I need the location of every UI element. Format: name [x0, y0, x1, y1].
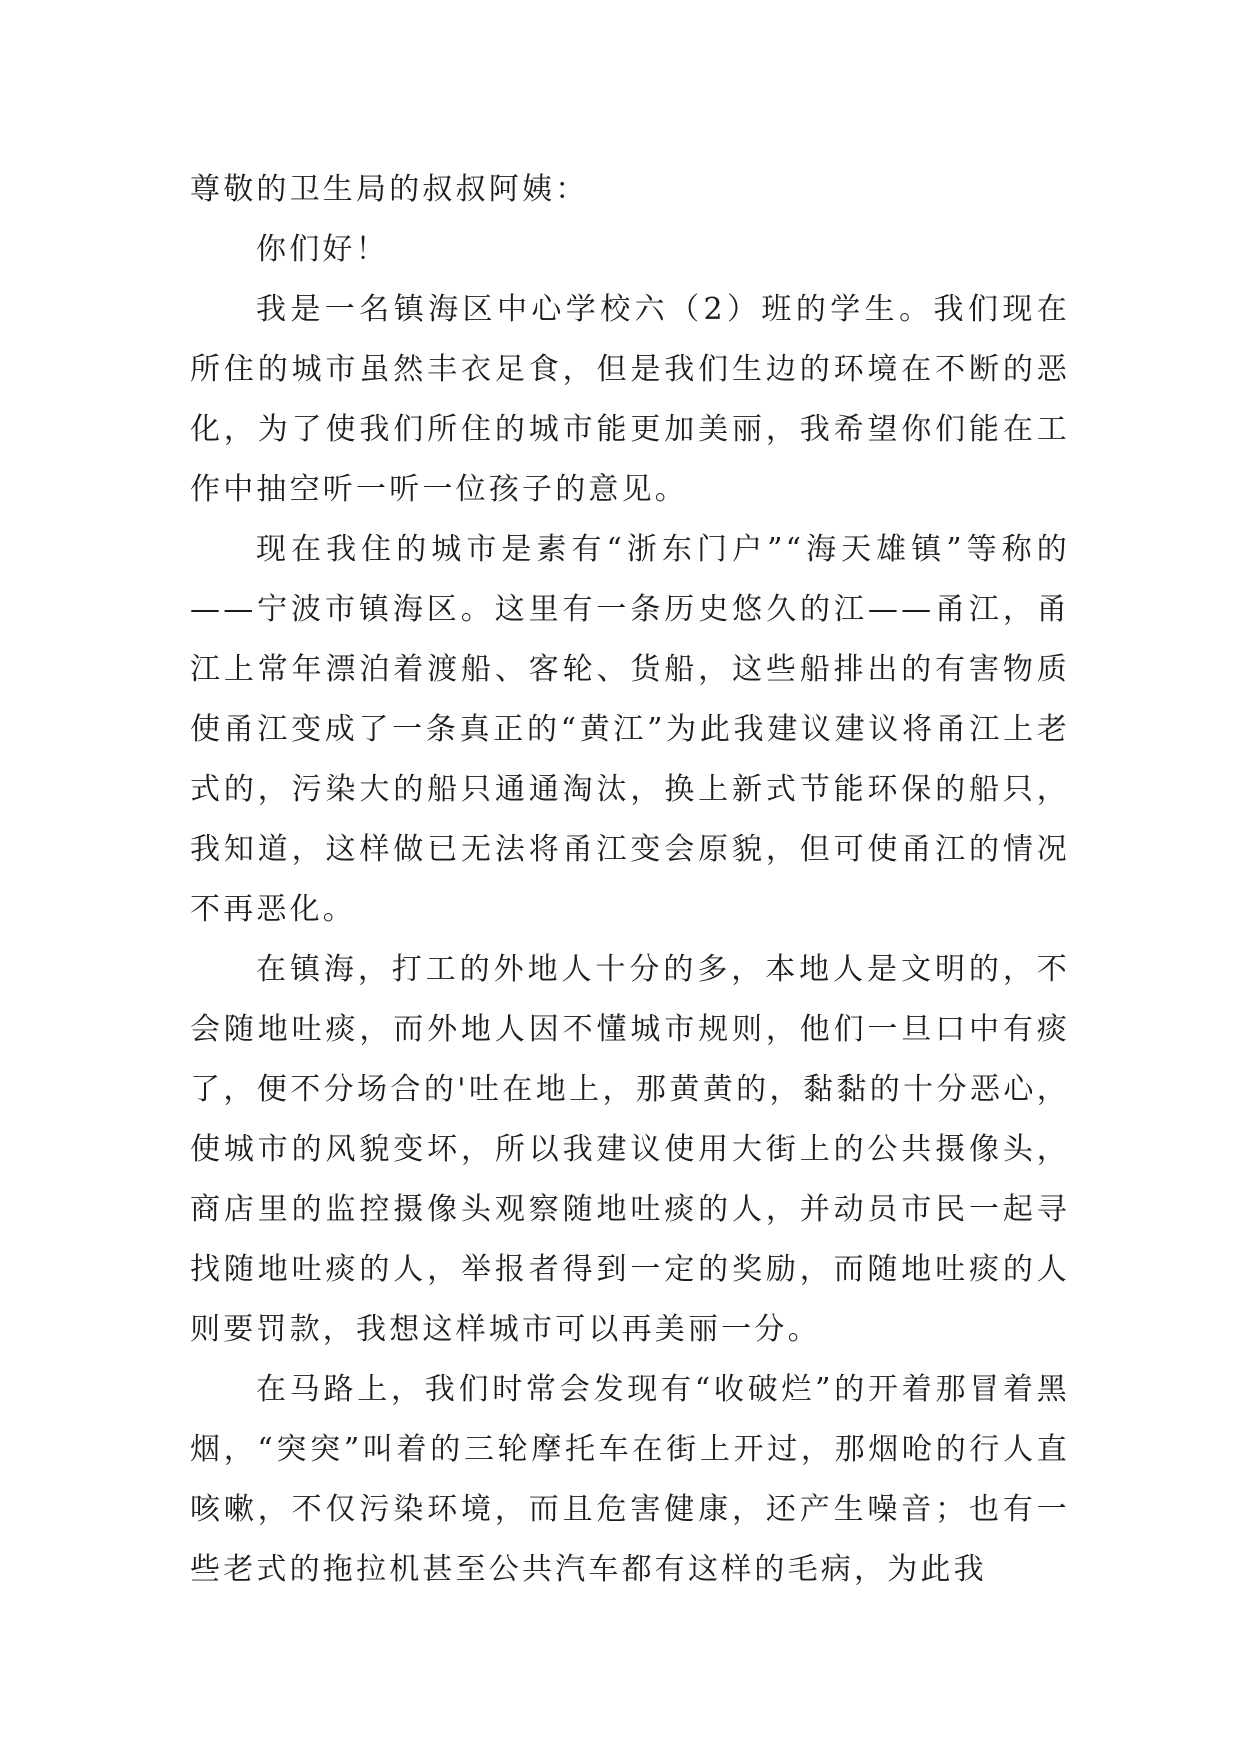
letter-paragraph-intro: 我是一名镇海区中心学校六（2）班的学生。我们现在所住的城市虽然丰衣足食，但是我们生边的环境在不断的恶化，为了使我们所住的城市能更加美丽，我希望你们能在工作中抽空听一听一位孩子的意见。	[190, 292, 1070, 507]
letter-salutation: 尊敬的卫生局的叔叔阿姨：	[190, 172, 589, 207]
letter-paragraph-vehicles: 在马路上，我们时常会发现有“收破烂”的开着那冒着黑烟，“突突”叫着的三轮摩托车在街上开过，那烟呛的行人直咳嗽，不仅污染环境，而且危害健康，还产生噪音；也有一些老式的拖拉机甚至公共汽车都有这样的毛病，为此我	[190, 1372, 1070, 1587]
letter-paragraph-spitting: 在镇海，打工的外地人十分的多，本地人是文明的，不会随地吐痰，而外地人因不懂城市规则，他们一旦口中有痰了，便不分场合的'吐在地上，那黄黄的，黏黏的十分恶心，使城市的风貌变坏，所以我建议使用大街上的公共摄像头，商店里的监控摄像头观察随地吐痰的人，并动员市民一起寻找随地吐痰的人，举报者得到一定的奖励，而随地吐痰的人则要罚款，我想这样城市可以再美丽一分。	[190, 952, 1070, 1347]
letter-paragraph-river: 现在我住的城市是素有“浙东门户”“海天雄镇”等称的——宁波市镇海区。这里有一条历史悠久的江——甬江，甬江上常年漂泊着渡船、客轮、货船，这些船排出的有害物质使甬江变成了一条真正的“黄江”为此我建议建议将甬江上老式的，污染大的船只通通淘汰，换上新式节能环保的船只，我知道，这样做已无法将甬江变会原貌，但可使甬江的情况不再恶化。	[190, 532, 1070, 927]
letter-body	[190, 160, 1070, 1600]
letter-greeting: 你们好！	[256, 232, 389, 267]
